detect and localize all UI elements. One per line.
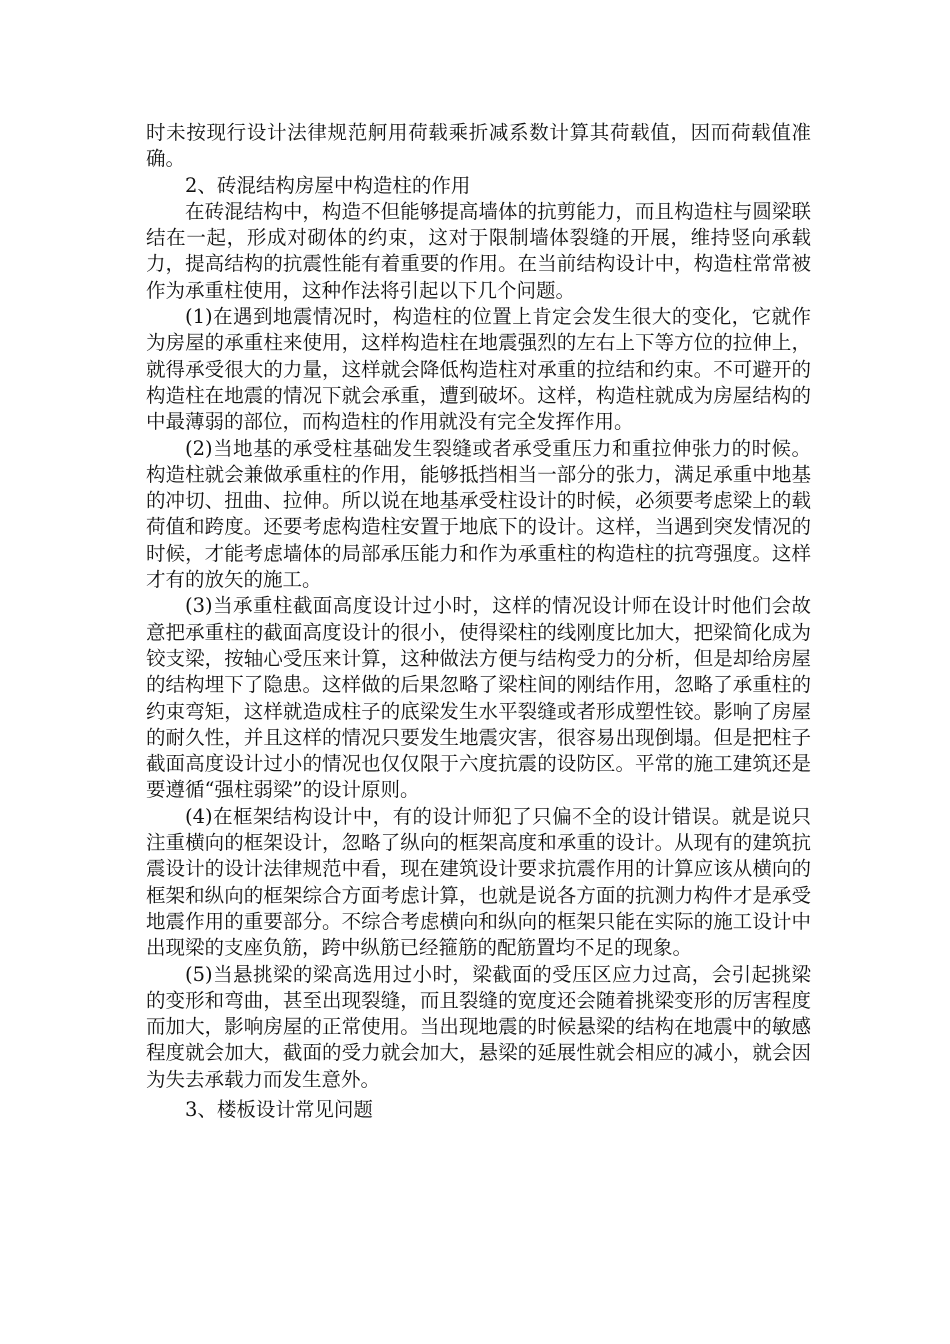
paragraph-continuation: 时未按现行设计法律规范舸用荷载乘折减系数计算其荷载值，因而荷载值准确。 — [146, 121, 811, 171]
paragraph-item-3: (3)当承重柱截面高度设计过小时，这样的情况设计师在设计时他们会故意把承重柱的截面高度设计的很小，使得梁柱的线刚度比加大，把梁简化成为铰支梁，按轴心受压来计算，这种做法方便与结构受力的分析，但是却给房屋的结构埋下了隐患。这样做的后果忽略了梁柱间的刚结作用，忽略了承重柱的约束弯矩，这样就造成柱子的底梁发生水平裂缝或者形成塑性铰。影响了房屋的耐久性，并且这样的情况只要发生地震灾害，很容易出现倒塌。但是把柱子截面高度设计过小的情况也仅仅限于六度抗震的设防区。平常的施工建筑还是要遵循“强柱弱梁”的设计原则。 — [146, 594, 811, 802]
section-heading-3: 3、楼板设计常见问题 — [185, 1097, 373, 1121]
paragraph-item-5: (5)当悬挑梁的梁高选用过小时，梁截面的受压区应力过高，会引起挑梁的变形和弯曲，甚至出现裂缝，而且裂缝的宽度还会随着挑梁变形的厉害程度而加大，影响房屋的正常使用。当出现地震的时候悬梁的结构在地震中的敏感程度就会加大，截面的受力就会加大，悬梁的延展性就会相应的减小，就会因为失去承载力而发生意外。 — [146, 962, 811, 1091]
section-heading-2: 2、砖混结构房屋中构造柱的作用 — [185, 173, 471, 197]
paragraph-item-4: (4)在框架结构设计中，有的设计师犯了只偏不全的设计错误。就是说只注重横向的框架设计，忽略了纵向的框架高度和承重的设计。从现有的建筑抗震设计的设计法律规范中看，现在建筑设计要求抗震作用的计算应该从横向的框架和纵向的框架综合方面考虑计算，也就是说各方面的抗测力构件才是承受地震作用的重要部分。不综合考虑横向和纵向的框架只能在实际的施工设计中出现梁的支座负筋，跨中纵筋已经箍筋的配筋置均不足的现象。 — [146, 804, 811, 960]
paragraph-intro: 在砖混结构中，构造不但能够提高墙体的抗剪能力，而且构造柱与圆梁联结在一起，形成对砌体的约束，这对于限制墙体裂缝的开展，维持竖向承载力，提高结构的抗震性能有着重要的作用。在当前结构设计中，构造柱常常被作为承重柱使用，这种作法将引起以下几个问题。 — [146, 199, 811, 302]
paragraph-item-1: (1)在遇到地震情况时，构造柱的位置上肯定会发生很大的变化，它就作为房屋的承重柱来使用，这样构造柱在地震强烈的左右上下等方位的拉伸上，就得承受很大的力量，这样就会降低构造柱对承重的拉结和约束。不可避开的构造柱在地震的情况下就会承重，遭到破坏。这样，构造柱就成为房屋结构的中最薄弱的部位，而构造柱的作用就没有完全发挥作用。 — [146, 305, 811, 434]
paragraph-item-2: (2)当地基的承受柱基础发生裂缝或者承受重压力和重拉伸张力的时候。构造柱就会兼做承重柱的作用，能够抵挡相当一部分的张力，满足承重中地基的冲切、扭曲、拉伸。所以说在地基承受柱设计的时候，必须要考虑梁上的载荷值和跨度。还要考虑构造柱安置于地底下的设计。这样，当遇到突发情况的时候，才能考虑墙体的局部承压能力和作为承重柱的构造柱的抗弯强度。这样才有的放矢的施工。 — [146, 436, 811, 592]
document-body — [146, 120, 811, 1123]
